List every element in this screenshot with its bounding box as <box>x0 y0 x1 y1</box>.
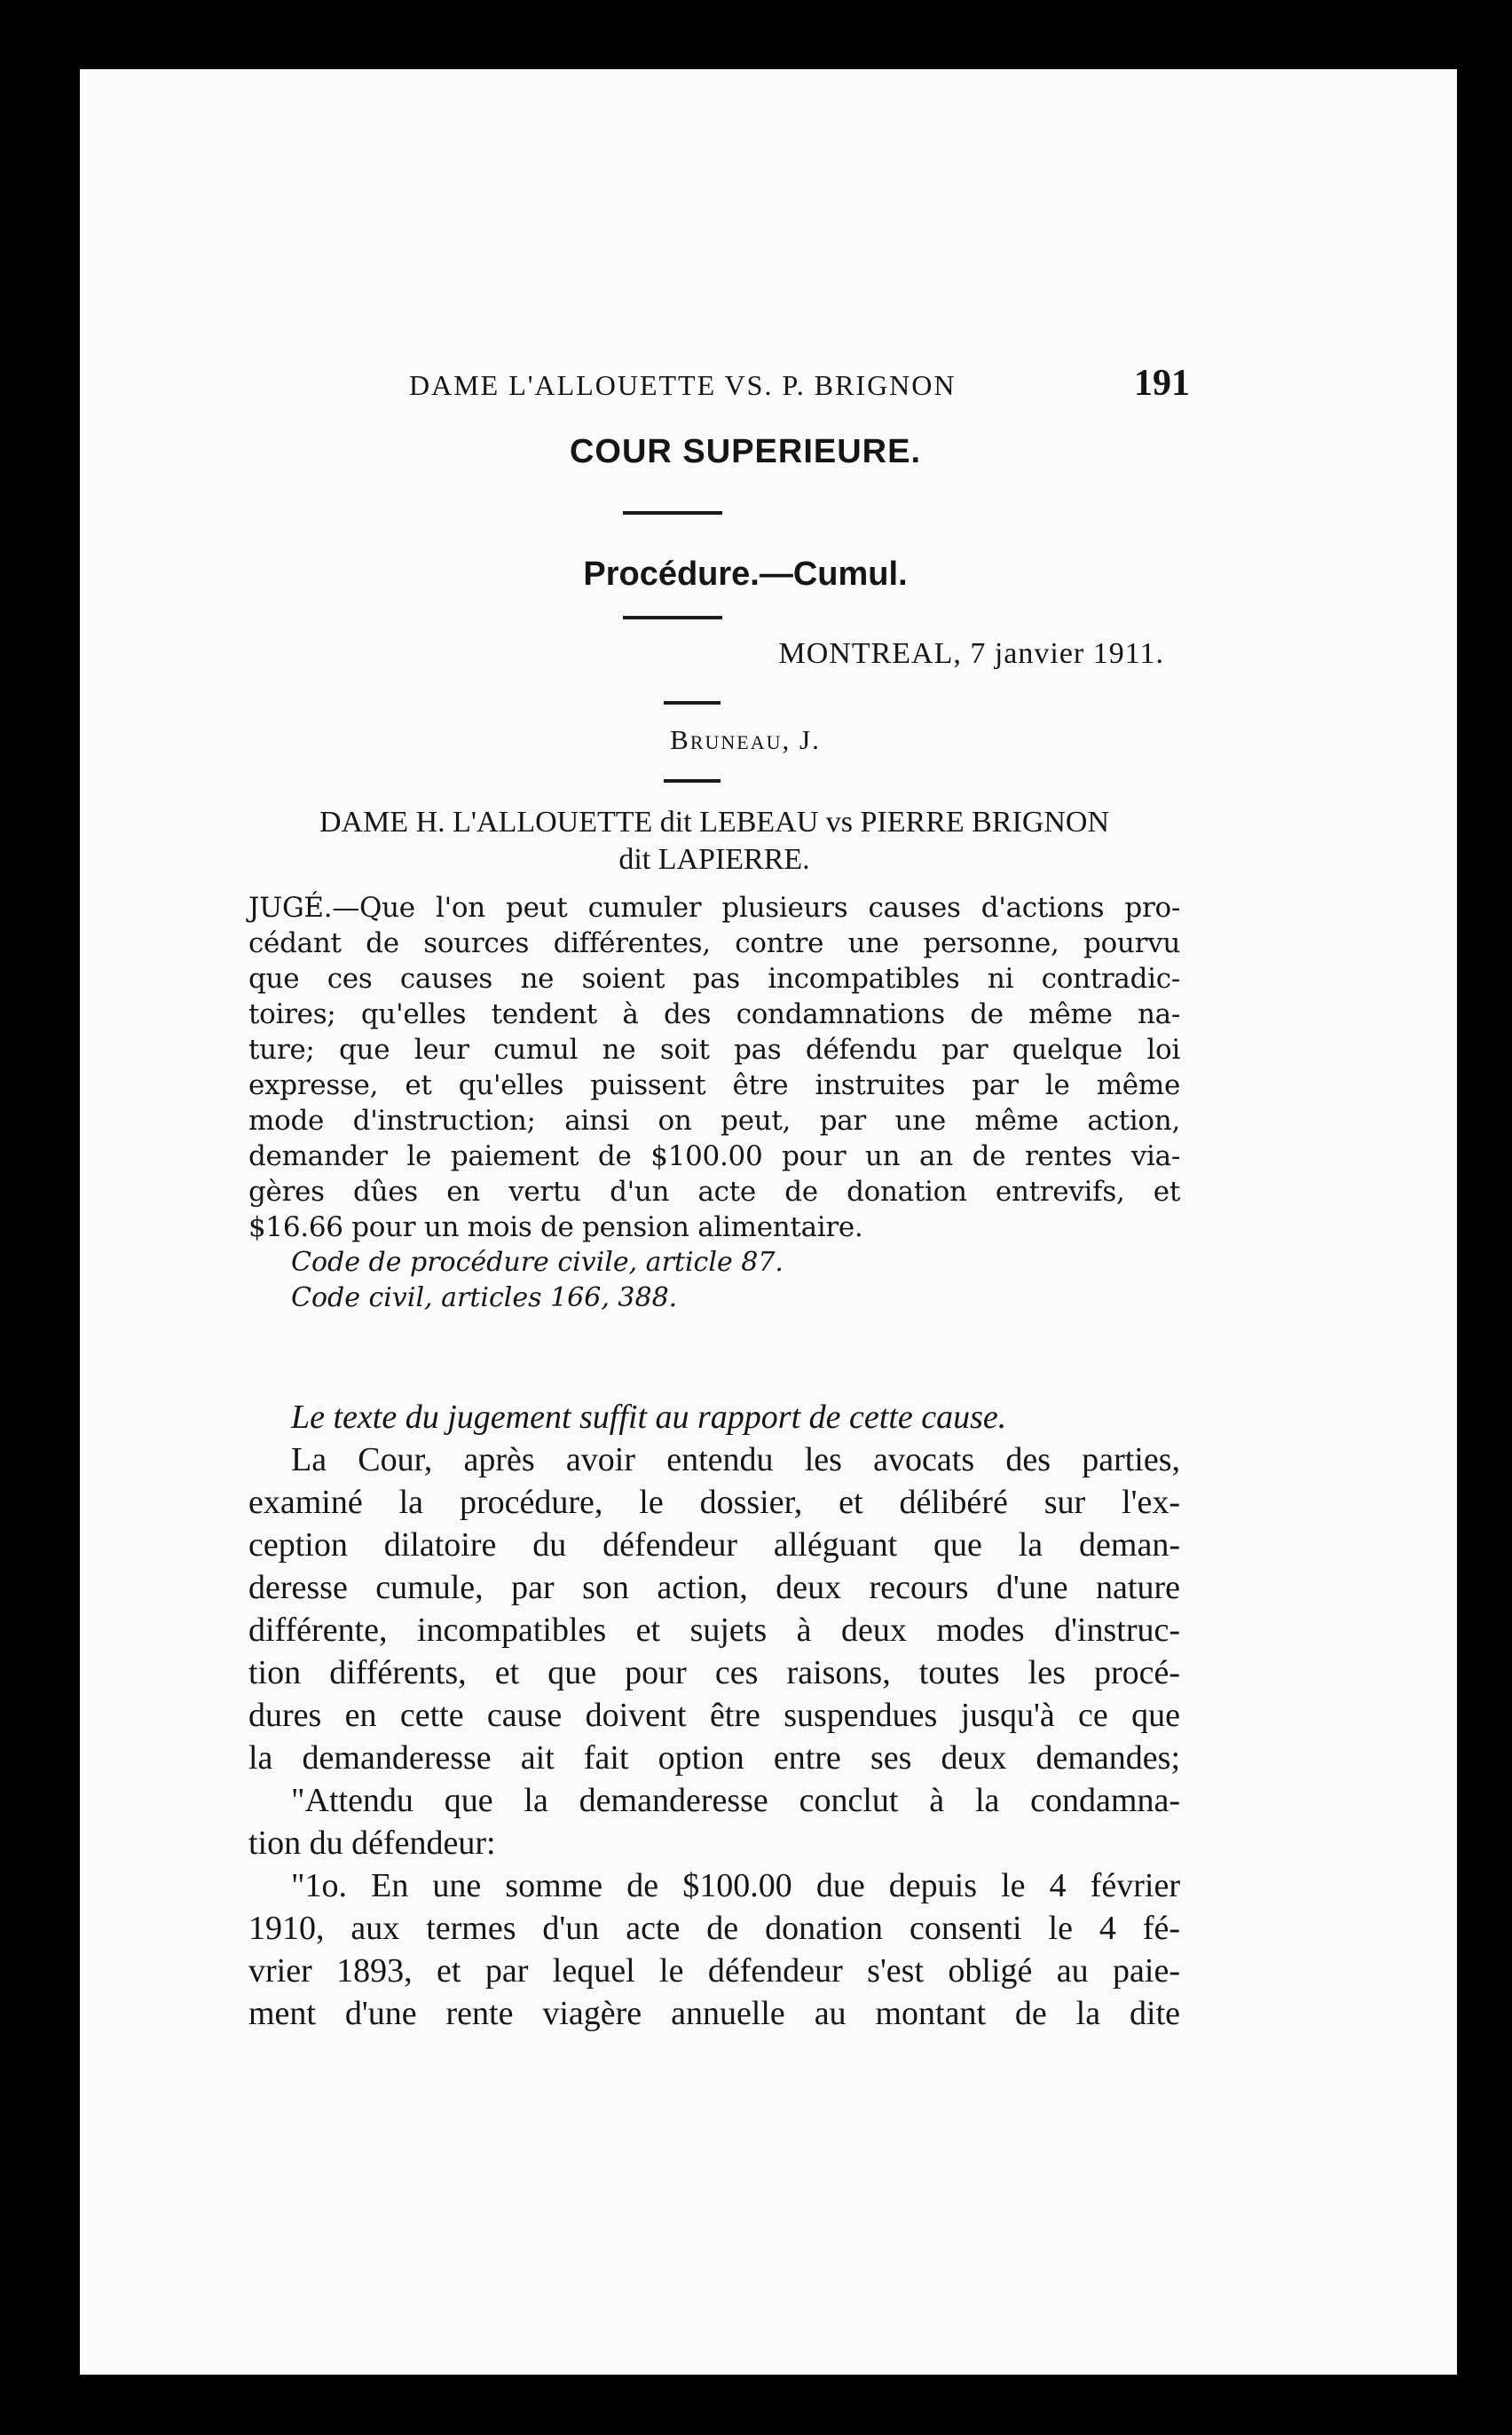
body-line: tion du défendeur: <box>248 1824 496 1862</box>
body-line: "Attendu que la demanderesse conclut à la condamna- <box>291 1782 1180 1819</box>
running-head <box>409 362 1190 406</box>
body-line: Le texte du jugement suffit au rapport de cette cause. <box>291 1399 1007 1436</box>
parties-line-2: dit LAPIERRE. <box>618 843 810 876</box>
title-rule-2 <box>623 616 722 619</box>
headnote-line: $16.66 pour un mois de pension alimentaire. <box>248 1211 863 1243</box>
page-number: 191 <box>1134 363 1190 404</box>
court-title: COUR SUPERIEURE. <box>569 433 922 470</box>
body-line: "1o. En une somme de $100.00 due depuis le 4 février <box>291 1867 1180 1904</box>
headnote-line: expresse, et qu'elles puissent être instruites par le même <box>248 1069 1180 1101</box>
headnote-line: JUGÉ.—Que l'on peut cumuler plusieurs causes d'actions pro- <box>248 892 1180 924</box>
body-line: ment d'une rente viagère annuelle au montant de la dite <box>248 1995 1180 2032</box>
body-line: examiné la procédure, le dossier, et délibéré sur l'ex- <box>248 1484 1180 1521</box>
citation: Code civil, articles 166, 388. <box>291 1282 678 1313</box>
headnote-line: toires; qu'elles tendent à des condamnations de même na- <box>248 998 1180 1030</box>
title-rule-1 <box>623 511 722 515</box>
headnote-line: gères dûes en vertu d'un acte de donation entrevifs, et <box>248 1176 1180 1208</box>
judge-name: Bruneau, J. <box>670 724 821 755</box>
headnote-line: mode d'instruction; ainsi on peut, par une même action, <box>248 1105 1180 1137</box>
body-line: vrier 1893, et par lequel le défendeur s'est obligé au paie- <box>248 1952 1180 1990</box>
headnote-line: que ces causes ne soient pas incompatibles ni contradic- <box>248 963 1180 995</box>
body-line: dures en cette cause doivent être suspendues jusqu'à ce que <box>248 1697 1180 1734</box>
parties-line-1: DAME H. L'ALLOUETTE dit LEBEAU vs PIERRE BRIGNON <box>319 806 1110 839</box>
judge-rule <box>664 779 721 783</box>
body-line: La Cour, après avoir entendu les avocats des parties, <box>291 1441 1180 1478</box>
headnote-line: demander le paiement de $100.00 pour un an de rentes via- <box>248 1140 1180 1172</box>
body-line: différente, incompatibles et sujets à deux modes d'instruc- <box>248 1612 1180 1649</box>
subject-title: Procédure.—Cumul. <box>583 556 908 593</box>
citation: Code de procédure civile, article 87. <box>291 1247 784 1278</box>
body-line: 1910, aux termes d'un acte de donation consenti le 4 fé- <box>248 1910 1180 1947</box>
place-date: MONTREAL, 7 janvier 1911. <box>778 637 1164 670</box>
book-page <box>80 69 1457 2375</box>
headnote-line: ture; que leur cumul ne soit pas défendu par quelque loi <box>248 1034 1180 1066</box>
body-line: deresse cumule, par son action, deux recours d'une nature <box>248 1569 1180 1606</box>
body-line: la demanderesse ait fait option entre ses deux demandes; <box>248 1739 1180 1777</box>
headnote-line: cédant de sources différentes, contre une personne, pourvu <box>248 927 1180 959</box>
running-head-title: DAME L'ALLOUETTE VS. P. BRIGNON <box>409 369 957 401</box>
body-line: ception dilatoire du défendeur alléguant que la deman- <box>248 1526 1180 1564</box>
date-rule <box>664 701 721 705</box>
body-line: tion différents, et que pour ces raisons, toutes les procé- <box>248 1654 1180 1691</box>
